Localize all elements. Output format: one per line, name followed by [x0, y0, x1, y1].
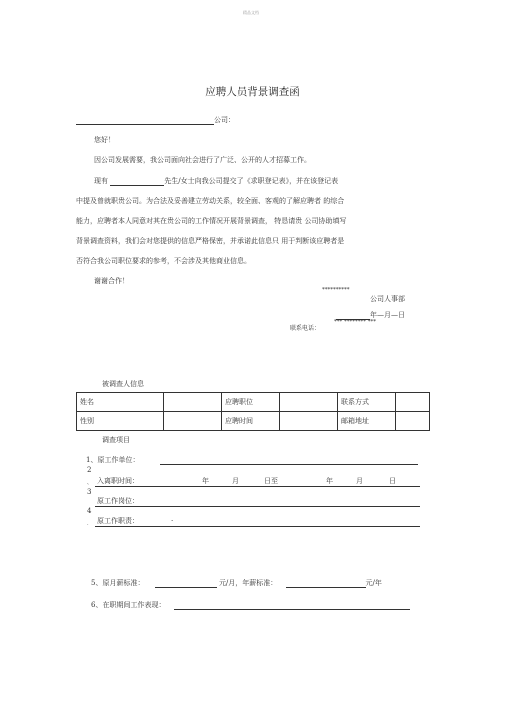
phone-value: *** ******** *** [334, 319, 376, 325]
p2-prefix: 现有 [94, 177, 108, 185]
signature-date: 年—月—日 [370, 311, 405, 319]
item-5-line [91, 578, 382, 588]
thanks: 谢谢合作！ [94, 277, 129, 285]
item-4-label: 原工作职责： [97, 517, 139, 525]
item-4-mark: . [87, 521, 89, 527]
signature-stars: ********** [322, 287, 350, 293]
table-cell-label: 姓名 [77, 393, 164, 412]
item-2-year-1: 年 [202, 477, 209, 485]
item-5-month-unit: 元/月，年薪标准： [218, 579, 278, 587]
item-2-answer-line[interactable] [95, 486, 420, 487]
applicant-name-blank[interactable] [110, 177, 164, 186]
p2-suffix: 先生/女士向我公司提交了《求职登记表》，并在该登记表 [164, 177, 339, 185]
watermark: 精品文档 [243, 10, 259, 15]
item-4-dot: . [171, 515, 174, 523]
item-3-answer-line[interactable] [95, 506, 420, 507]
table-row [77, 412, 430, 431]
table-cell-label: 邮箱地址 [338, 412, 396, 431]
table-cell-input[interactable] [280, 393, 338, 412]
table-cell-input[interactable] [396, 393, 430, 412]
item-2-mark: 、 [87, 480, 93, 486]
item-2-number: 2 [87, 466, 92, 474]
info-heading: 被调查人信息 [102, 380, 144, 388]
greeting: 您好！ [94, 136, 115, 144]
performance-blank[interactable] [174, 601, 410, 610]
item-4-answer-line[interactable] [95, 526, 420, 527]
phone-label: 联系电话： [290, 325, 321, 332]
table-cell-label: 应聘职位 [222, 393, 280, 412]
paragraph-2-line-2: 中提及曾就职贵公司。为合法及妥善建立劳动关系，较全面、客观的了解应聘者 的综合 [76, 197, 345, 205]
table-cell-input[interactable] [164, 393, 222, 412]
company-name-blank[interactable] [76, 116, 214, 125]
survey-heading: 调查项目 [102, 436, 130, 444]
item-1-label: 1、原工作单位： [86, 456, 140, 464]
table-cell-input[interactable] [280, 412, 338, 431]
table-cell-label: 联系方式 [338, 393, 396, 412]
item-3-label: 原工作岗位： [97, 497, 139, 505]
table-cell-label: 应聘时间 [222, 412, 280, 431]
info-table [76, 392, 430, 431]
item-2-day-to: 日至 [264, 477, 278, 485]
monthly-salary-blank[interactable] [155, 579, 217, 588]
table-cell-label: 性别 [77, 412, 164, 431]
item-2-month-2: 月 [356, 477, 363, 485]
paragraph-1: 因公司发展需要，我公司面向社会进行了广泛、公开的人才招募工作。 [94, 156, 311, 164]
item-6-line [91, 600, 410, 610]
item-2-label: 入离职时间： [97, 477, 139, 485]
addressee-line [76, 115, 235, 125]
table-cell-input[interactable] [164, 412, 222, 431]
paragraph-2-line-4: 背景调查资料，我们会对您提供的信息严格保密，并承诺此信息只 用于判断该应聘者是 [76, 237, 345, 245]
item-2-month-1: 月 [232, 477, 239, 485]
item-2-day-2: 日 [389, 477, 396, 485]
paragraph-2-line-5: 否符合我公司职位要求的参考，不会涉及其他商业信息。 [76, 257, 251, 265]
yearly-salary-blank[interactable] [286, 579, 366, 588]
item-5-label: 5、原月薪标准： [91, 579, 145, 587]
paragraph-2-line-1 [94, 176, 338, 186]
item-2-year-2: 年 [326, 477, 333, 485]
signature-dept: 公司人事部 [370, 295, 405, 303]
table-row [77, 393, 430, 412]
paragraph-2-line-3: 能力，应聘者本人同意对其在贵公司的工作情况开展背景调查， 特恳请贵 公司协助填写 [76, 217, 347, 225]
table-cell-input[interactable] [396, 412, 430, 431]
item-1-answer-line[interactable] [160, 464, 418, 465]
item-4-number: 4 [87, 507, 92, 515]
item-5-year-unit: 元/年 [365, 579, 382, 587]
item-3-number: 3 [87, 488, 92, 496]
item-6-label: 6、在职期间工作表现： [91, 601, 166, 609]
document-title: 应聘人员背景调查函 [205, 86, 300, 98]
addressee-suffix: 公司： [214, 116, 235, 124]
